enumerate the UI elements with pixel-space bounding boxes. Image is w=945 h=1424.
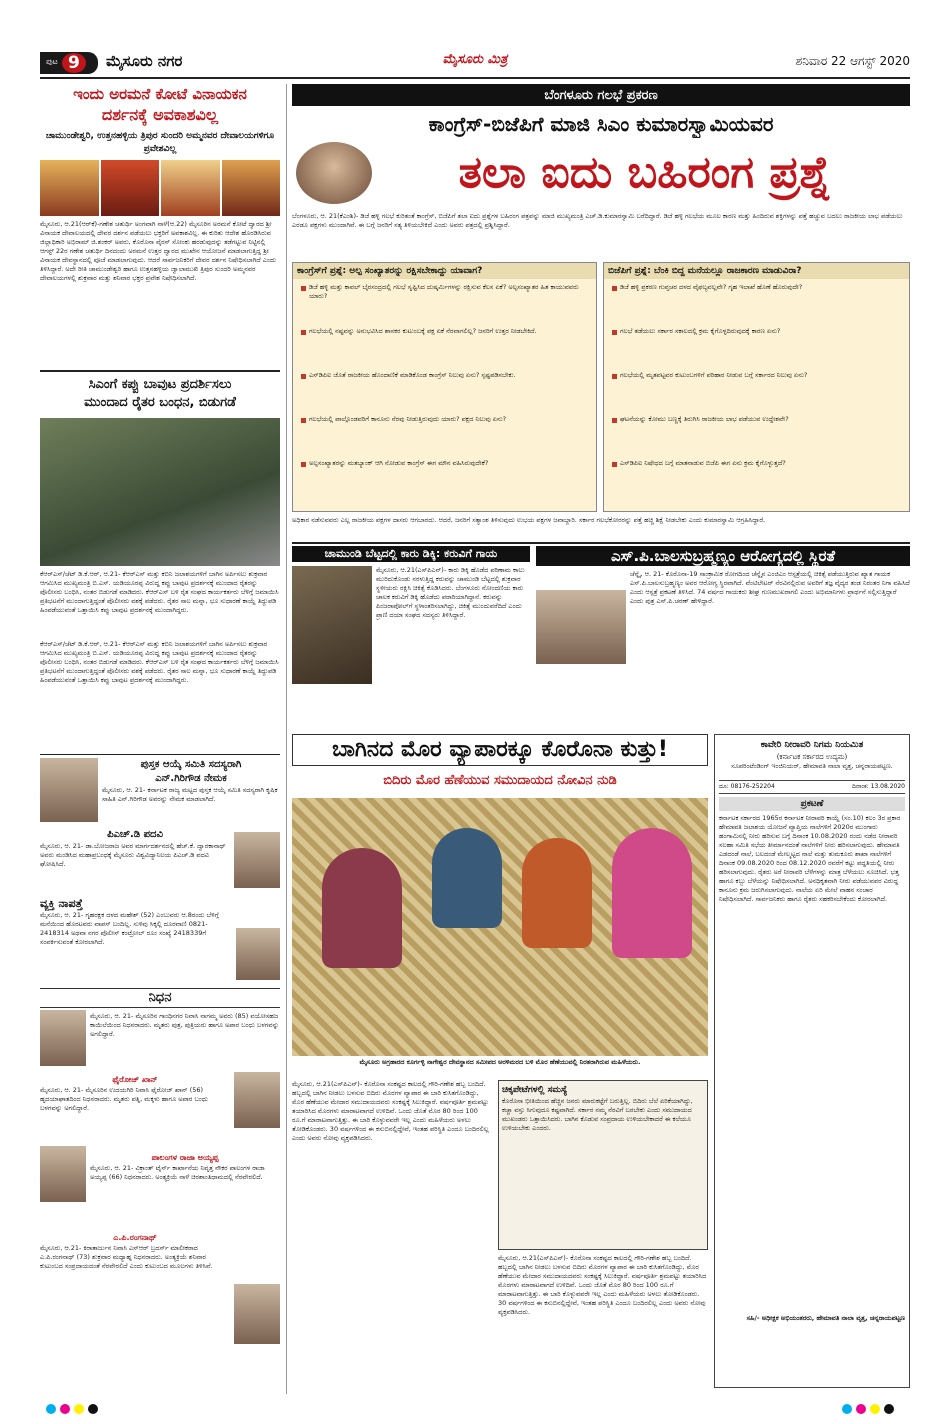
registration-mark <box>74 1404 84 1414</box>
obituary-photo-1 <box>40 1010 86 1066</box>
column-separator <box>286 84 287 1394</box>
lead-headline-2: ತಲಾ ಐದು ಬಹಿರಂಗ ಪ್ರಶ್ನೆ <box>458 147 832 198</box>
irrigation-notice <box>714 734 910 1388</box>
bjp-question: ಡಿಜೆ ಹಳ್ಳಿ ಪ್ರಕರಣ ಗುಪ್ತಚರ ದಳದ ವೈಫಲ್ಯವಲ್ಲವೇ? ಗೃಹ ಇಲಾಖೆ ಹೊಣೆ ಹೊರುವುದೇ? <box>610 283 903 327</box>
obituary-name-3: ಪಾಲಂಗಳ ರಾಜಾ ಅಯ್ಯಪ್ಪ <box>151 1153 219 1162</box>
obituaries-title: ನಿಧನ <box>40 988 280 1008</box>
bjp-questions-box <box>603 262 910 512</box>
congress-question: ಗಲಭೆಯಲ್ಲಿ ಪಾಲ್ಗೊಂಡವರಿಗೆ ಕಾನೂನು ನೆರವು ನೀಡುತ್ತಿರುವುದು ಯಾರು? ಪಕ್ಷದ ನಿಲುವು ಏನು? <box>299 415 590 459</box>
farmers-body-cont <box>40 640 280 750</box>
registration-mark <box>884 1404 894 1414</box>
temple-photo-shrine <box>161 160 220 216</box>
farmers-body-continuation: ಕೆಆರ್‌ಎಸ್/ಚೆಟ್ ಡಿ.ಕೆ.ಆರ್, ಆ.21- ಕೆಆರ್‌ಎಸ್ ಮತ್ತು ಕಬಿನಿ ಜಲಾಶಯಗಳಿಗೆ ಬಾಗಿನ ಅರ್ಪಿಸಲು ಶುಕ್ರವಾರ ಆಗಮಿಸಿದ ಮುಖ್ಯಮಂತ್ರಿ ಬಿ.ಎಸ್. ಯಡಿಯೂರಪ್ಪ ವಿರುದ್ಧ ಕಪ್ಪು ಬಾವುಟ ಪ್ರದರ್ಶನಕ್ಕೆ ಮುಂದಾದ ರೈತರನ್ನು ಪೊಲೀಸರು ಬಂಧಿಸಿ, ನಂತರ ಬಿಡುಗಡೆ ಮಾಡಿದರು. ಕೆಆರ್‌ಎಸ್ ಬಳಿ ರೈತ ಸಂಘದ ಕಾರ್ಯಕರ್ತರು ಬೆಳಿಗ್ಗೆ ಜಮಾಯಿಸಿ ಪ್ರತಿಭಟನೆಗೆ ಮುಂದಾಗುತ್ತಿದ್ದಂತೆ ಪೊಲೀಸರು ವಶಕ್ಕೆ ಪಡೆದರು. ರೈತರ ಸಾಲ ಮನ್ನಾ, ಭೂ ಸುಧಾರಣೆ ಕಾಯ್ದೆ ತಿದ್ದುಪಡಿ ಹಿಂಪಡೆಯುವಂತೆ ಒತ್ತಾಯಿಸಿ ಕಪ್ಪು ಬಾವುಟ ಪ್ರದರ್ಶನಕ್ಕೆ ಮುಂದಾಗಿದ್ದರು. <box>40 640 279 684</box>
notice-org: ಕಾವೇರಿ ನೀರಾವರಿ ನಿಗಮ ನಿಯಮಿತ <box>760 740 864 750</box>
congress-questions-list <box>293 279 596 507</box>
lead-kicker-text: ಬೆಂಗಳೂರು ಗಲಭೆ ಪ್ರಕರಣ <box>544 88 658 103</box>
spb-story <box>536 546 910 730</box>
spb-body: ಚೆನ್ನೈ, ಆ. 21- ಕೊರೊನಾ-19 ಸಾಂಕ್ರಾಮಿಕ ರೋಗದಿಂದ ಚೆನ್ನೈನ ಎಂಜಿಎಂ ಆಸ್ಪತ್ರೆಯಲ್ಲಿ ಚಿಕಿತ್ಸೆ ಪಡೆಯುತ್ತಿರುವ ಖ್ಯಾತ ಗಾಯಕ ಎಸ್.ಪಿ.ಬಾಲಸುಬ್ರಹ್ಮಣ್ಯಂ ಅವರ ಆರೋಗ್ಯ ಸ್ಥಿರವಾಗಿದೆ. ವೆಂಟಿಲೇಟರ್ ನೆರವಿನಲ್ಲಿರುವ ಅವರಿಗೆ ತಜ್ಞ ವೈದ್ಯರ ತಂಡ ನಿರಂತರ ನಿಗಾ ವಹಿಸಿದೆ ಎಂದು ಆಸ್ಪತ್ರೆ ಪ್ರಕಟಣೆ ತಿಳಿಸಿದೆ. 74 ವರ್ಷದ ಗಾಯಕರು ಶೀಘ್ರ ಗುಣಮುಖರಾಗಲಿ ಎಂದು ಅಭಿಮಾನಿಗಳು ಪ್ರಾರ್ಥನೆ ಸಲ್ಲಿಸುತ್ತಿದ್ದಾರೆ ಎಂದು ಪುತ್ರ ಎಸ್.ಪಿ.ಚರಣ್ ಹೇಳಿದ್ದಾರೆ. <box>630 570 910 605</box>
obituary-photo-3 <box>40 1146 86 1202</box>
divider <box>40 370 280 372</box>
farmers-body: ಕೆಆರ್‌ಎಸ್/ಚೆಟ್ ಡಿ.ಕೆ.ಆರ್, ಆ.21- ಕೆಆರ್‌ಎಸ್ ಮತ್ತು ಕಬಿನಿ ಜಲಾಶಯಗಳಿಗೆ ಬಾಗಿನ ಅರ್ಪಿಸಲು ಶುಕ್ರವಾರ ಆಗಮಿಸಿದ ಮುಖ್ಯಮಂತ್ರಿ ಬಿ.ಎಸ್. ಯಡಿಯೂರಪ್ಪ ವಿರುದ್ಧ ಕಪ್ಪು ಬಾವುಟ ಪ್ರದರ್ಶನಕ್ಕೆ ಮುಂದಾದ ರೈತರನ್ನು ಪೊಲೀಸರು ಬಂಧಿಸಿ, ನಂತರ ಬಿಡುಗಡೆ ಮಾಡಿದರು. ಕೆಆರ್‌ಎಸ್ ಬಳಿ ರೈತ ಸಂಘದ ಕಾರ್ಯಕರ್ತರು ಬೆಳಿಗ್ಗೆ ಜಮಾಯಿಸಿ ಪ್ರತಿಭಟನೆಗೆ ಮುಂದಾಗುತ್ತಿದ್ದಂತೆ ಪೊಲೀಸರು ವಶಕ್ಕೆ ಪಡೆದರು. ರೈತರ ಸಾಲ ಮನ್ನಾ, ಭೂ ಸುಧಾರಣೆ ಕಾಯ್ದೆ ತಿದ್ದುಪಡಿ ಹಿಂಪಡೆಯುವಂತೆ ಒತ್ತಾಯಿಸಿ ಕಪ್ಪು ಬಾವುಟ ಪ್ರದರ್ಶನಕ್ಕೆ ಮುಂದಾಗಿದ್ದರು. <box>40 570 279 614</box>
member-story <box>40 758 280 826</box>
member-headline-2: ಎನ್.ಗಿರಿಗೌಡ ನೇಮಕ <box>155 773 227 784</box>
lead-footer: ಅಧಿಕಾರ ನಡೆಸುವವರು ಎಲ್ಲ ರಾಜಕೀಯ ಪಕ್ಷಗಳ ದಾಸರು ಆಗಬಾರದು. ಆದರೆ, ಜನರಿಗೆ ಸತ್ಯಾಂಶ ತಿಳಿಸುವುದು ಉಭಯ ಪಕ್ಷಗಳ ಜವಾಬ್ದಾರಿ. ಸರ್ಕಾರ ಗಲಭೆಕೋರರನ್ನು ಪತ್ತೆ ಹಚ್ಚಿ ಶಿಕ್ಷೆ ನೀಡಬೇಕು ಎಂದು ಕುಮಾರಸ್ವಾಮಿ ಆಗ್ರಹಿಸಿದ್ದಾರೆ. <box>292 516 766 524</box>
bamboo-body: ಮೈಸೂರು, ಆ.21(ಎಸ್‌ಪಿಎನ್)- ಕೊರೊನಾ ಸಂಕಷ್ಟದ ಕಾಲದಲ್ಲಿ ಗೌರಿ-ಗಣೇಶ ಹಬ್ಬ ಬಂದಿದೆ. ಹಬ್ಬದಲ್ಲಿ ಬಾಗಿನ ನೀಡಲು ಬಳಸುವ ಬಿದಿರು ಮೊರಗಳ ವ್ಯಾಪಾರ ಈ ಬಾರಿ ಕುಸಿತಗೊಂಡಿದ್ದು, ಮೊರ ಹೆಣೆಯುವ ಮೇದಾರ ಸಮುದಾಯದವರು ಸಂಕಷ್ಟಕ್ಕೆ ಸಿಲುಕಿದ್ದಾರೆ. ವರ್ಷಪೂರ್ತಿ ಶ್ರಮಪಟ್ಟು ತಯಾರಿಸಿದ ಮೊರಗಳು ಮಾರಾಟವಾಗದೆ ಉಳಿದಿವೆ. ಒಂದು ಜೊತೆ ಮೊರ 80 ರಿಂದ 100 ರೂ.ಗೆ ಮಾರಾಟವಾಗುತ್ತಿತ್ತು. ಈ ಬಾರಿ ಕೊಳ್ಳುವವರೇ ಇಲ್ಲ ಎಂದು ಮಹಿಳೆಯರು ಅಳಲು ತೋಡಿಕೊಂಡರು. 30 ವರ್ಷಗಳಿಂದ ಈ ಕಸುಬಿನಲ್ಲಿದ್ದೇವೆ, ಇಂತಹ ಪರಿಸ್ಥಿತಿ ಎಂದೂ ಬಂದಿರಲಿಲ್ಲ ಎಂದು ಅವರು ನೋವು ವ್ಯಕ್ತಪಡಿಸಿದರು. <box>292 1080 489 1142</box>
phd-photo <box>234 832 280 888</box>
missing-headline: ವ್ಯಕ್ತಿ ನಾಪತ್ತೆ <box>40 897 83 910</box>
problem-headline: ಚಿಕ್ಕಪೇಟೆಗಳಲ್ಲಿ ಸಮಸ್ಯೆ <box>502 1085 568 1095</box>
lead-headline-1: ಕಾಂಗ್ರೆಸ್-ಬಿಜೆಪಿಗೆ ಮಾಜಿ ಸಿಎಂ ಕುಮಾರಸ್ವಾಮಿಯವರ <box>428 112 774 136</box>
spb-headline: ಎಸ್.ಪಿ.ಬಾಲಸುಬ್ರಹ್ಮಣ್ಯಂ ಆರೋಗ್ಯದಲ್ಲಿ ಸ್ಥಿರತೆ <box>536 546 910 566</box>
obituary-body-3: ಮೈಸೂರು, ಆ. 21- ವಿಕ್ರಾಂತ್ ಟೈರ್ಸ್ ಕಾರ್ಖಾನೆಯ ನಿವೃತ್ತ ನೌಕರ ಪಾಲಂಗಳ ರಾಜಾ ಅಯ್ಯಪ್ಪ (66) ನಿಧನರಾದರು. ಅಂತ್ಯಕ್ರಿಯೆ ನಾಳೆ ಚಿರಶಾಂತಿಧಾಮದಲ್ಲಿ ನೆರವೇರಲಿದೆ. <box>90 1164 265 1181</box>
basket-weavers-photo <box>292 798 708 1056</box>
phd-headline: ಪಿಎಚ್.ಡಿ ಪದವಿ <box>107 829 163 840</box>
congress-question: ಡಿಜೆ ಹಳ್ಳಿ ಮತ್ತು ಕಾವಲ್ ಬೈರಸಂದ್ರದಲ್ಲಿ ಗಲಭೆ ಸೃಷ್ಟಿಸಿದ ದುಷ್ಕರ್ಮಿಗಳನ್ನು ರಕ್ಷಿಸುವ ಕೆಲಸ ಏಕೆ? ಅಲ್ಪಸಂಖ್ಯಾತರ ಹಿತ ಕಾಯುವವರು ಯಾರು? <box>299 283 590 327</box>
page-tag-label: ಪುಟ <box>46 57 58 66</box>
bjp-questions-list <box>604 279 909 507</box>
bjp-question: ಗಲಭೆಯಲ್ಲಿ ಮೃತಪಟ್ಟವರ ಕುಟುಂಬಗಳಿಗೆ ಪರಿಹಾರ ನೀಡುವ ಬಗ್ಗೆ ಸರ್ಕಾರದ ನಿಲುವು ಏನು? <box>610 371 903 415</box>
page-date: ಶನಿವಾರ 22 ಆಗಸ್ಟ್ 2020 <box>795 54 910 68</box>
basket-photo-caption: ಮೈಸೂರು ಅಗ್ರಹಾರದ ಕೂರ್ಗಳ್ಳಿ ನಾಗೇಶ್ವರ ದೇವಸ್ಥಾನದ ಸಮೀಪದ ಅರಳಿಮರದ ಬಳಿ ಮೊರ ಹೆಣೆಯುವಲ್ಲಿ ನಿರತರಾಗಿರುವ ಮಹಿಳೆಯರು. <box>359 1058 641 1066</box>
obituary-body-2: ಮೈಸೂರು, ಆ. 21- ಮೈಸೂರಿನ ಉದಯಗಿರಿ ನಿವಾಸಿ ಫೈರೋಜ್ ಖಾನ್ (56) ಹೃದಯಾಘಾತದಿಂದ ನಿಧನರಾದರು. ಮೃತರು ಪತ್ನಿ, ಮಕ್ಕಳು ಹಾಗೂ ಅಪಾರ ಬಂಧು ಬಳಗವನ್ನು ಅಗಲಿದ್ದಾರೆ. <box>40 1086 208 1112</box>
obituary-name-2: ಫೈರೋಜ್ ಖಾನ್ <box>112 1075 158 1084</box>
registration-mark <box>46 1404 56 1414</box>
girigowda-photo <box>40 758 98 822</box>
notice-meta <box>719 780 905 794</box>
temple-subhead: ಚಾಮುಂಡೇಶ್ವರಿ, ಉತ್ತನಹಳ್ಳಿಯ ತ್ರಿಪುರ ಸುಂದರಿ ಅಮ್ಮನವರ ದೇವಾಲಯಗಳಿಗೂ ಪ್ರವೇಶವಿಲ್ಲ <box>45 131 275 154</box>
registration-mark <box>870 1404 880 1414</box>
congress-question: ಗಲಭೆಯಲ್ಲಿ ನಷ್ಟವನ್ನು ಅನುಭವಿಸಿದ ಶಾಸಕರ ಕುಟುಂಬಕ್ಕೆ ಪಕ್ಷ ಏಕೆ ನೆರವಾಗಲಿಲ್ಲ? ಜನರಿಗೆ ಉತ್ತರ ನೀಡಬೇಕಿದೆ. <box>299 327 590 371</box>
bamboo-subhead: ಬಿದಿರು ಮೊರ ಹೆಣೆಯುವ ಸಮುದಾಯದ ನೋವಿನ ನುಡಿ <box>383 773 617 788</box>
obituary-body-1: ಮೈಸೂರು, ಆ. 21- ಮೈಸೂರಿನ ಗಾಂಧಿನಗರ ನಿವಾಸಿ ನಾಗಮ್ಮ ಅವರು (85) ವಯೋಸಹಜ ಕಾಯಿಲೆಯಿಂದ ನಿಧನರಾದರು. ಮೃತರು ಪುತ್ರ, ಪುತ್ರಿಯರು ಹಾಗೂ ಅಪಾರ ಬಂಧು ಬಳಗವನ್ನು ಅಗಲಿದ್ದಾರೆ. <box>90 1012 280 1038</box>
missing-person-photo <box>236 928 280 980</box>
spb-photo <box>536 590 626 664</box>
farmers-headline-1: ಸಿಎಂಗೆ ಕಪ್ಪು ಬಾವುಟ ಪ್ರದರ್ಶಿಸಲು <box>88 377 232 392</box>
notice-body: ಕರ್ನಾಟಕ ಸರ್ಕಾರದ 1965ರ ಕರ್ನಾಟಕ ನೀರಾವರಿ ಕಾಯ್ದೆ (ಸಂ.10) ಕಲಂ 3ರ ಪ್ರಕಾರ ಹೇಮಾವತಿ ಜಲಾಶಯ ಯೋಜನೆ ವ್ಯಾಪ್ತಿಯ ನಾಲೆಗಳಿಗೆ 2020ರ ಮುಂಗಾರು ಹಂಗಾಮಿನಲ್ಲಿ ನೀರು ಹರಿಸುವ ಬಗ್ಗೆ ದಿನಾಂಕ 10.08.2020 ರಂದು ನಡೆದ ನೀರಾವರಿ ಸಲಹಾ ಸಮಿತಿ ಸಭೆಯ ತೀರ್ಮಾನದಂತೆ ನಾಲೆಗಳಿಗೆ ನೀರು ಹರಿಸಲಾಗುವುದು. ಹೇಮಾವತಿ ಎಡದಂಡೆ ನಾಲೆ, ಬಲದಂಡೆ ಮೇಲ್ಮಟ್ಟದ ನಾಲೆ ಮತ್ತು ತುಮಕೂರು ಶಾಖಾ ನಾಲೆಗಳಿಗೆ ದಿನಾಂಕ 09.08.2020 ರಿಂದ 08.12.2020 ರವರೆಗೆ ಕಟ್ಟು ಪದ್ಧತಿಯಲ್ಲಿ ನೀರು ಹರಿಸಲಾಗುವುದು. ರೈತರು ಅರೆ ನೀರಾವರಿ ಬೆಳೆಗಳನ್ನು ಮಾತ್ರ ಬೆಳೆಯಲು ಸೂಚಿಸಿದೆ. ಭತ್ತ ಹಾಗೂ ಕಬ್ಬು ಬೆಳೆಯನ್ನು ನಿಷೇಧಿಸಲಾಗಿದೆ. ಅನಧಿಕೃತವಾಗಿ ನೀರು ಪಡೆಯುವವರ ವಿರುದ್ಧ ಕಾನೂನು ಕ್ರಮ ಜರುಗಿಸಲಾಗುವುದು. ನಾಲೆಯ ಏರಿ ಮೇಲೆ ವಾಹನ ಸಂಚಾರ ನಿಷೇಧಿಸಲಾಗಿದೆ. ಸಾರ್ವಜನಿಕರು ಹಾಗೂ ರೈತರು ಸಹಕರಿಸಬೇಕೆಂದು ಕೋರಲಾಗಿದೆ. <box>719 814 901 903</box>
phd-body: ಮೈಸೂರು, ಆ. 21- ಡಾ.ಬೋಜರಾಜ ಅವರ ಮಾರ್ಗದರ್ಶನದಲ್ಲಿ ಹೆಚ್.ಕೆ. ದ್ವಾರಕಾನಾಥ್ ಅವರು ಮಂಡಿಸಿದ ಮಹಾಪ್ರಬಂಧಕ್ಕೆ ಮೈಸೂರು ವಿಶ್ವವಿದ್ಯಾನಿಲಯ ಪಿಎಚ್.ಡಿ ಪದವಿ ಘೋಷಿಸಿದೆ. <box>40 842 226 868</box>
member-headline-1: ಪುಸ್ತಕ ಆಯ್ಕೆ ಸಮಿತಿ ಸದಸ್ಯರಾಗಿ <box>140 759 242 770</box>
car-body: ಮೈಸೂರು, ಆ.21(ಎಸ್‌ಪಿಎನ್)- ಕಾರು ಡಿಕ್ಕಿ ಹೊಡೆದ ಪರಿಣಾಮ ಕಾಲು ಮುರಿದುಕೊಂಡು ನರಳುತ್ತಿದ್ದ ಕರುವನ್ನು ಚಾಮುಂಡಿ ಬೆಟ್ಟದಲ್ಲಿ ಶುಕ್ರವಾರ ಸ್ಥಳೀಯರು ರಕ್ಷಿಸಿ ಚಿಕಿತ್ಸೆ ಕೊಡಿಸಿದರು. ಬೆಂಗಳೂರು ನೋಂದಣಿಯ ಕಾರು ಚಾಲಕ ಕರುವಿಗೆ ಡಿಕ್ಕಿ ಹೊಡೆದು ಪರಾರಿಯಾಗಿದ್ದಾನೆ. ಕರುವನ್ನು ಪಿಂಜರಾಪೋಲ್‌ಗೆ ಸ್ಥಳಾಂತರಿಸಲಾಗಿದ್ದು, ಚಿಕಿತ್ಸೆ ಮುಂದುವರೆದಿದೆ ಎಂದು ಪ್ರಾಣಿ ದಯಾ ಸಂಘದ ಸದಸ್ಯರು ತಿಳಿಸಿದ್ದಾರೆ. <box>376 566 525 619</box>
congress-question: ಎಸ್‌ಡಿಪಿಐ ಜೊತೆ ರಾಜಕೀಯ ಹೊಂದಾಣಿಕೆ ಮಾಡಿಕೊಂಡ ಕಾಂಗ್ರೆಸ್ ನಿಲುವು ಏನು? ಸ್ಪಷ್ಟಪಡಿಸಬೇಕು. <box>299 371 590 415</box>
obituary-name-4: ಎ.ಪಿ.ರಂಗನಾಥ್ <box>113 1233 157 1242</box>
bamboo-body-cont <box>498 1254 708 1388</box>
obituary-body-4: ಮೈಸೂರು, ಆ.21- ಕಿರಾತಾರ್ಜುನ ನಿವಾಸಿ ಎಸ್‌ಆರ್ ಬ್ರದರ್ಸ್ ಮಾಲೀಕರಾದ ಎ.ಪಿ.ರಂಗನಾಥ್ (73) ಶುಕ್ರವಾರ ಮಧ್ಯಾಹ್ನ ನಿಧನರಾದರು. ಅಂತ್ಯಕ್ರಿಯೆ ಶನಿವಾರ ಕುಟುಂಬದ ಸಂಪ್ರದಾಯದಂತೆ ನೆರವೇರಲಿದೆ ಎಂದು ಕುಟುಂಬದ ಮೂಲಗಳು ತಿಳಿಸಿವೆ. <box>40 1244 213 1270</box>
temple-photo-deity <box>101 160 160 216</box>
bjp-questions-title: ಬಿಜೆಪಿಗೆ ಪ್ರಶ್ನೆ: ಬೆಂಕಿ ಬಿದ್ದ ಮನೆಯಲ್ಲೂ ರಾಜಕಾರಣ ಮಾಡುವಿರಾ? <box>604 263 909 279</box>
obituary-photo-2 <box>234 1072 280 1128</box>
car-headline: ಚಾಮುಂಡಿ ಬೆಟ್ಟದಲ್ಲಿ ಕಾರು ಡಿಕ್ಕಿ: ಕರುವಿಗೆ ಗಾಯ <box>292 546 530 562</box>
car-story <box>292 546 530 746</box>
lead-intro: ಬೆಂಗಳೂರು, ಆ. 21(ಕೆಎಂಶಿ)- ಡಿಜೆ ಹಳ್ಳಿ ಗಲಭೆ ಕುರಿತಂತೆ ಕಾಂಗ್ರೆಸ್, ಬಿಜೆಪಿಗೆ ತಲಾ ಐದು ಪ್ರಶ್ನೆಗಳ ಬಹಿರಂಗ ಪತ್ರವನ್ನು ಮಾಜಿ ಮುಖ್ಯಮಂತ್ರಿ ಎಚ್.ಡಿ.ಕುಮಾರಸ್ವಾಮಿ ಬರೆದಿದ್ದಾರೆ. ಡಿಜೆ ಹಳ್ಳಿ ಗಲಭೆಯ ಮೂಲ ಕಾರಣ ಮತ್ತು ಹಿಂದಿರುವ ಶಕ್ತಿಗಳನ್ನು ಪತ್ತೆ ಹಚ್ಚುವ ಬದಲು ರಾಜಕೀಯ ಲಾಭ ಪಡೆಯಲು ಎರಡೂ ಪಕ್ಷಗಳು ಮುಂದಾಗಿವೆ. ಈ ಬಗ್ಗೆ ಜನರಿಗೆ ಸತ್ಯ ತಿಳಿಯಬೇಕಿದೆ ಎಂದು ಅವರು ಪತ್ರದಲ್ಲಿ ಪ್ರಶ್ನಿಸಿದ್ದಾರೆ. <box>292 212 903 229</box>
notice-date: ದಿನಾಂಕ: 13.08.2020 <box>852 783 905 790</box>
temple-photo-idol <box>222 160 281 216</box>
farmers-story <box>40 376 280 636</box>
bamboo-headline: ಬಾಗಿನದ ಮೊರ ವ್ಯಾಪಾರಕ್ಕೂ ಕೊರೊನಾ ಕುತ್ತು! <box>292 734 708 766</box>
bjp-question: ಎಸ್‌ಡಿಪಿಐ ನಿಷೇಧದ ಬಗ್ಗೆ ಮಾತನಾಡುವ ಬಿಜೆಪಿ ಈಗ ಏನು ಕ್ರಮ ಕೈಗೊಳ್ಳುತ್ತದೆ? <box>610 459 903 503</box>
obituary-photo-4 <box>234 1284 280 1344</box>
section-title: ಮೈಸೂರು ನಗರ <box>106 52 183 70</box>
registration-mark <box>88 1404 98 1414</box>
masthead-rule <box>40 77 910 79</box>
notice-org-sub: (ಕರ್ನಾಟಕ ಸರ್ಕಾರದ ಉದ್ಯಮ) <box>776 753 848 761</box>
temple-photo-gopura <box>40 160 99 216</box>
registration-mark <box>856 1404 866 1414</box>
notice-office: ಸೂಪರಿಂಟೆಂಡಿಂಗ್ ಇಂಜಿನಿಯರ್, ಹೇಮಾವತಿ ನಾಲಾ ವೃತ್ತ, ಚನ್ನರಾಯಪಟ್ಟಣ. <box>731 762 893 770</box>
bamboo-body-continuation: ಮೈಸೂರು, ಆ.21(ಎಸ್‌ಪಿಎನ್)- ಕೊರೊನಾ ಸಂಕಷ್ಟದ ಕಾಲದಲ್ಲಿ ಗೌರಿ-ಗಣೇಶ ಹಬ್ಬ ಬಂದಿದೆ. ಹಬ್ಬದಲ್ಲಿ ಬಾಗಿನ ನೀಡಲು ಬಳಸುವ ಬಿದಿರು ಮೊರಗಳ ವ್ಯಾಪಾರ ಈ ಬಾರಿ ಕುಸಿತಗೊಂಡಿದ್ದು, ಮೊರ ಹೆಣೆಯುವ ಮೇದಾರ ಸಮುದಾಯದವರು ಸಂಕಷ್ಟಕ್ಕೆ ಸಿಲುಕಿದ್ದಾರೆ. ವರ್ಷಪೂರ್ತಿ ಶ್ರಮಪಟ್ಟು ತಯಾರಿಸಿದ ಮೊರಗಳು ಮಾರಾಟವಾಗದೆ ಉಳಿದಿವೆ. ಒಂದು ಜೊತೆ ಮೊರ 80 ರಿಂದ 100 ರೂ.ಗೆ ಮಾರಾಟವಾಗುತ್ತಿತ್ತು. ಈ ಬಾರಿ ಕೊಳ್ಳುವವರೇ ಇಲ್ಲ ಎಂದು ಮಹಿಳೆಯರು ಅಳಲು ತೋಡಿಕೊಂಡರು. 30 ವರ್ಷಗಳಿಂದ ಈ ಕಸುಬಿನಲ್ಲಿದ್ದೇವೆ, ಇಂತಹ ಪರಿಸ್ಥಿತಿ ಎಂದೂ ಬಂದಿರಲಿಲ್ಲ ಎಂದು ಅವರು ನೋವು ವ್ಯಕ್ತಪಡಿಸಿದರು. <box>498 1254 707 1316</box>
divider <box>40 754 280 755</box>
problem-box <box>498 1080 708 1250</box>
kumaraswamy-photo <box>296 142 372 204</box>
bjp-question: ಗಲಭೆ ತಡೆಯಲು ಸರ್ಕಾರ ಸಕಾಲದಲ್ಲಿ ಕ್ರಮ ಕೈಗೊಳ್ಳದಿರುವುದಕ್ಕೆ ಕಾರಣ ಏನು? <box>610 327 903 371</box>
paper-name: ಮೈಸೂರು ಮಿತ್ರ <box>442 52 508 67</box>
problem-body: ಕೊರೊನಾ ಭೀತಿಯಿಂದ ಹೆಚ್ಚಿನ ಜನರು ಮಾರುಕಟ್ಟೆಗೆ ಬರುತ್ತಿಲ್ಲ. ಬಿದಿರು ಬೆಲೆ ಏರಿಕೆಯಾಗಿದ್ದು, ಕಚ್ಚಾ ವಸ್ತು ಸಿಗುವುದೂ ಕಷ್ಟವಾಗಿದೆ. ಸರ್ಕಾರ ನಮ್ಮ ನೆರವಿಗೆ ಬರಬೇಕು ಎಂದು ಸಮುದಾಯದ ಮುಖಂಡರು ಒತ್ತಾಯಿಸಿದರು. ಬಾಗಿನ ಕೊಡುವ ಸಂಪ್ರದಾಯ ಉಳಿಯಬೇಕಾದರೆ ಈ ಕಲೆಯೂ ಉಳಿಯಬೇಕು ಎಂದರು. <box>502 1097 693 1132</box>
farmers-photo <box>40 418 280 566</box>
calf-photo <box>292 566 372 684</box>
temple-headline-2: ದರ್ಶನಕ್ಕೆ ಅವಕಾಶವಿಲ್ಲ <box>101 105 219 124</box>
missing-story <box>40 896 280 984</box>
notice-phone: ದೂ: 08176-252204 <box>719 783 775 790</box>
farmers-headline-2: ಮುಂದಾದ ರೈತರ ಬಂಧನ, ಬಿಡುಗಡೆ <box>84 395 236 410</box>
temple-headline-1: ಇಂದು ಅರಮನೆ ಕೋಟೆ ವಿನಾಯಕನ <box>73 85 247 103</box>
registration-mark <box>60 1404 70 1414</box>
divider <box>292 542 910 544</box>
congress-questions-title: ಕಾಂಗ್ರೆಸ್‌ಗೆ ಪ್ರಶ್ನೆ: ಅಲ್ಪ ಸಂಖ್ಯಾತರನ್ನು ರಕ್ಷಿಸಬೇಕಾದ್ದು ಯಾವಾಗ? <box>293 263 596 279</box>
congress-questions-box <box>292 262 597 512</box>
phd-story <box>40 828 280 892</box>
obituaries <box>40 988 280 1392</box>
lead-kicker <box>292 84 910 106</box>
bjp-question: ಘಟನೆಯನ್ನು ಕೋಮು ಬಣ್ಣಕ್ಕೆ ತಿರುಗಿಸಿ ರಾಜಕೀಯ ಲಾಭ ಪಡೆಯುವ ಉದ್ದೇಶವೇ? <box>610 415 903 459</box>
page-number: 9 <box>62 53 86 73</box>
registration-mark <box>842 1404 852 1414</box>
member-body: ಮೈಸೂರು, ಆ. 21- ಕರ್ನಾಟಕ ರಾಜ್ಯ ಮಟ್ಟದ ಪುಸ್ತಕ ಆಯ್ಕೆ ಸಮಿತಿ ಸದಸ್ಯರಾಗಿ ಕೃಷಿಕ ಸಾಹಿತಿ ಎನ್.ಗಿರಿಗೌಡ ಅವರನ್ನು ನೇಮಕ ಮಾಡಲಾಗಿದೆ. <box>102 786 278 803</box>
missing-body: ಮೈಸೂರು, ಆ. 21- ಗೃಹರಕ್ಷಕ ದಳದ ಮಹೇಶ್ (52) ಎಂಬುವರು ಆ.8ರಂದು ಬೆಳಿಗ್ಗೆ ಮನೆಯಿಂದ ಹೊರಟವರು ವಾಪಸ್ ಬಂದಿಲ್ಲ. ಸುಳಿವು ಸಿಕ್ಕಲ್ಲಿ ದೂರವಾಣಿ 0821-2418314 ಅಥವಾ ನಗರ ಪೊಲೀಸ್ ಕಂಟ್ರೋಲ್ ರೂಂ ಸಂಖ್ಯೆ 2418339ಗೆ ಸಂಪರ್ಕಿಸುವಂತೆ ಕೋರಲಾಗಿದೆ. <box>40 911 219 946</box>
notice-title: ಪ್ರಕಟಣೆ <box>719 797 905 811</box>
page-tag <box>40 52 98 74</box>
temple-body: ಮೈಸೂರು, ಆ.21(ಆರ್‌ಕೆ)-ಗಣೇಶ ಚತುರ್ಥಿ ಅಂಗವಾಗಿ ನಾಳೆ(ಆ.22) ಮೈಸೂರಿನ ಅರಮನೆ ಕೋಟೆ ದ್ವಾರದ ಶ್ರೀ ವಿನಾಯಕ ದೇವಾಲಯದಲ್ಲಿ ದೇವರ ದರ್ಶನ ಪಡೆಯಲು ಭಕ್ತರಿಗೆ ಅವಕಾಶವಿಲ್ಲ. ಈ ಕುರಿತು ಆದೇಶ ಹೊರಡಿಸಿರುವ ಜಿಲ್ಲಾಧಿಕಾರಿ ಅಭಿರಾಮ್ ಜಿ.ಶಂಕರ್ ಅವರು, ಕೊರೊನಾ ವೈರಸ್ ಸೋಂಕು ಹರಡುವುದನ್ನು ತಡೆಗಟ್ಟುವ ನಿಟ್ಟಿನಲ್ಲಿ ಆಗಸ್ಟ್ 22ರ ಗಣೇಶ ಚತುರ್ಥಿ ದಿನದಂದು ಅರಮನೆ ಉತ್ತರ ದ್ವಾರದ ಮುಖೇನ ಆಯೋಜನೆ ಮಾಡಲಾಗುತ್ತಿದ್ದ ಶ್ರೀ ವಿನಾಯಕ ದೇವಸ್ಥಾನದಲ್ಲಿ ಪೂಜೆ ಮಾಡಲಾಗುವುದು. ಆದರೆ ಸಾರ್ವಜನಿಕರಿಗೆ ದೇವರ ದರ್ಶನ ನಿಷೇಧಿಸಲಾಗಿದೆ ಎಂದು ತಿಳಿಸಿದ್ದಾರೆ. ಅದೇ ರೀತಿ ಚಾಮುಂಡೇಶ್ವರಿ ಹಾಗೂ ಉತ್ತನಹಳ್ಳಿಯ ಜ್ವಾಲಾಮುಖಿ ತ್ರಿಪುರ ಸುಂದರಿ ಅಮ್ಮನವರ ದೇವಾಲಯಗಳಲ್ಲಿ ಶುಕ್ರವಾರ ಮತ್ತು ಶನಿವಾರ ಭಕ್ತರ ಪ್ರವೇಶ ನಿಷೇಧಿಸಲಾಗಿದೆ. <box>40 220 277 282</box>
temple-story <box>40 84 280 368</box>
congress-question: ಅಲ್ಪಸಂಖ್ಯಾತರನ್ನು ಮತಬ್ಯಾಂಕ್ ಆಗಿ ನೋಡುವ ಕಾಂಗ್ರೆಸ್ ಈಗ ಮೌನ ವಹಿಸಿರುವುದೇಕೆ? <box>299 459 590 503</box>
notice-signature: ಸಹಿ/- ಅಧೀಕ್ಷಕ ಅಭಿಯಂತರರು, ಹೇಮಾವತಿ ನಾಲಾ ವೃತ್ತ, ಚನ್ನರಾಯಪಟ್ಟಣ <box>746 1314 905 1322</box>
